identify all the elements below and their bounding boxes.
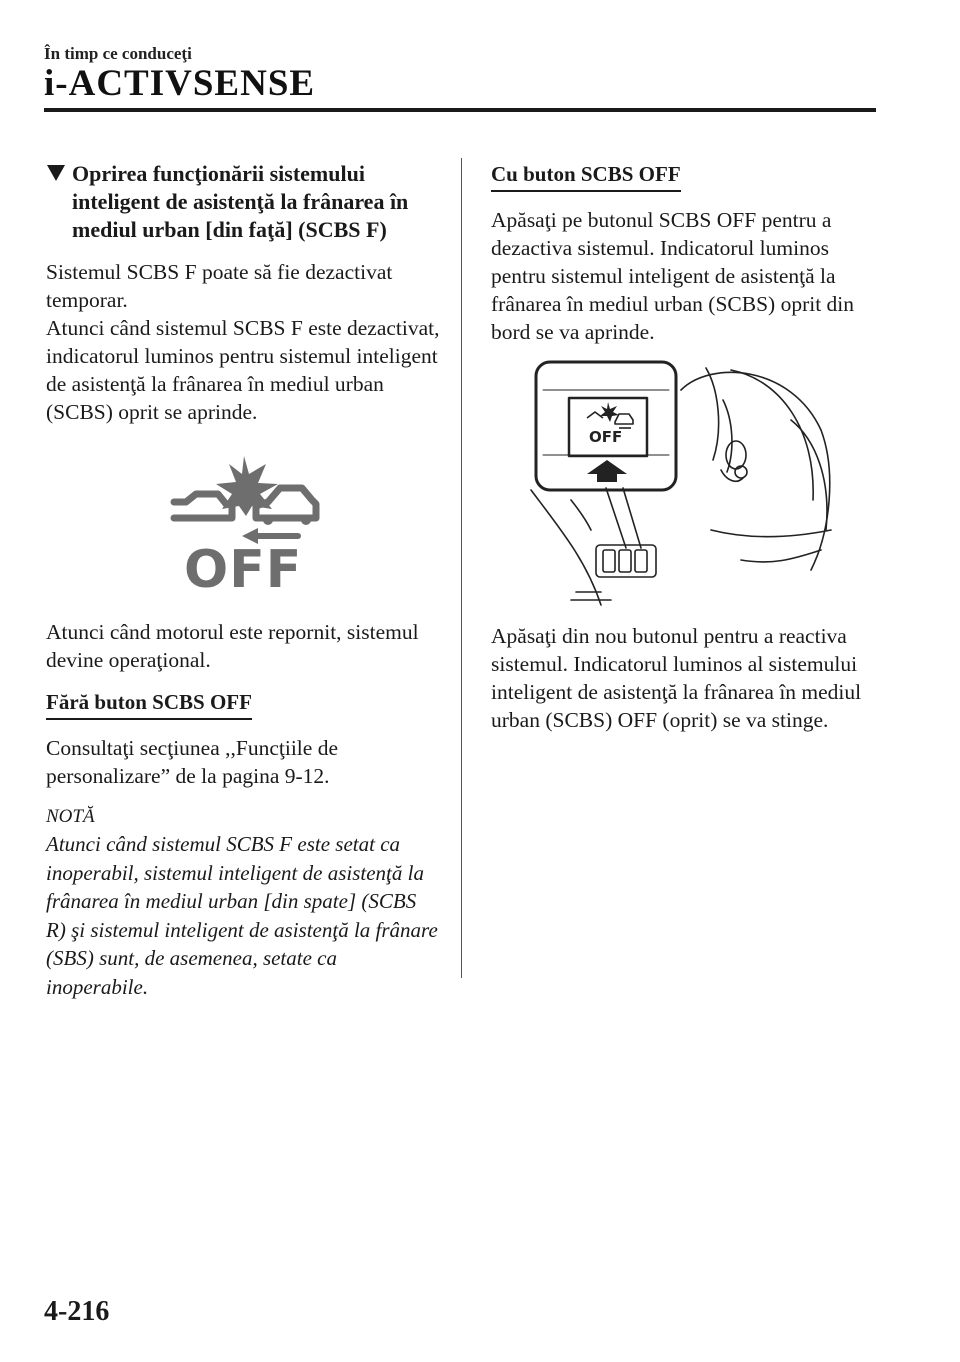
triangle-bullet-icon [46, 164, 66, 182]
paragraph: Apăsaţi pe butonul SCBS OFF pentru a dezactiva sistemul. Indicatorul luminos pentru sistemul inteligent de asistenţă la frânarea în mediul urban (SCBS) oprit din bord se va aprinde. [491, 208, 855, 344]
note-text: Atunci când sistemul SCBS F este setat ca inoperabil, sistemul inteligent de asistenţă la frânarea în mediul urban [din spate] (SCBS R) şi sistemul inteligent de asistenţă la frânare (SBS) sunt, de asemenea, setate ca inoperabile. [46, 832, 438, 999]
paragraph: Atunci când motorul este repornit, sistemul devine operaţional. [46, 620, 419, 672]
column-divider [461, 158, 462, 978]
subheading-with-button: Cu buton SCBS OFF [491, 160, 681, 192]
right-column [491, 160, 881, 734]
note-title: NOTĂ [46, 806, 95, 827]
paragraph: Sistemul SCBS F poate să fie dezactivat temporar. [46, 260, 393, 312]
chapter-heading: În timp ce conduceţi [44, 44, 192, 63]
dashboard-button-illustration [491, 360, 881, 608]
paragraph: Apăsaţi din nou butonul pentru a reactiva sistemul. Indicatorul luminos al sistemului inteligent de asistenţă la frânarea în mediul urban (SCBS) OFF (oprit) se va stinge. [491, 624, 862, 732]
section-title [46, 160, 441, 244]
subheading-no-button: Fără buton SCBS OFF [46, 688, 252, 720]
page-number: 4-216 [44, 1296, 110, 1327]
scbs-off-indicator [46, 454, 441, 604]
section-heading: i-ACTIVSENSE [44, 63, 316, 104]
cross-reference-paragraph [46, 734, 441, 790]
left-column [46, 160, 441, 1001]
header-rule [44, 108, 876, 112]
paragraph: Atunci când sistemul SCBS F este dezactivat, indicatorul luminos pentru sistemul inteligent de asistenţă la frânarea în mediul urban (SCBS) oprit se aprinde. [46, 316, 440, 424]
off-label: OFF [184, 540, 303, 600]
button-off-label: OFF [589, 428, 623, 446]
section-title-text: Oprirea funcţionării sistemului inteligent de asistenţă la frânarea în mediul urban [din faţă] (SCBS F) [72, 161, 409, 242]
dashboard-illustration [491, 360, 881, 608]
cross-reference-text: Consultaţi secţiunea ,,Funcţiile de personalizare” de la pagina 9-12. [46, 736, 338, 788]
